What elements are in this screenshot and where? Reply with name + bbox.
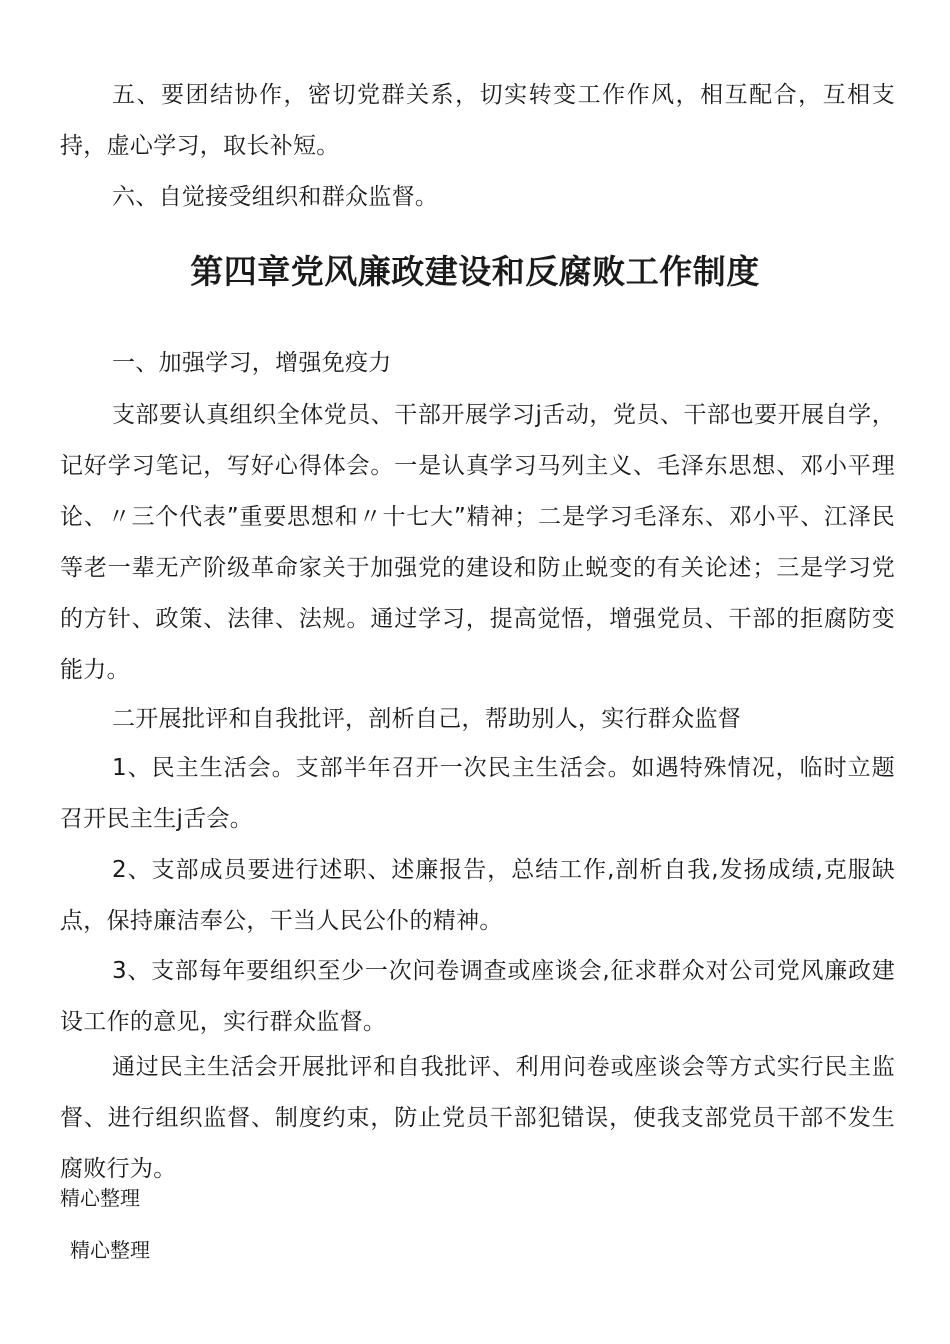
- list-item-1: 1、民主生活会。支部半年召开一次民主生活会。如遇特殊情况，临时立题召开民主生j舌会。: [60, 755, 895, 832]
- section-1-body: 支部要认真组织全体党员、干部开展学习j舌动，党员、干部也要开展自学，记好学习笔记，写好心得体会。一是认真学习马列主义、毛泽东思想、邓小平理论、〃三个代表”重要思想和〃十七大”精神；二是学习毛泽东、邓小平、江泽民等老一辈无产阶级革命家关于加强党的建设和防止蜕变的有关论述；三是学习党的方针、政策、法律、法规。通过学习，提高觉悟，增强党员、干部的拒腐防变能力。: [60, 402, 895, 683]
- closing-paragraph: 通过民主生活会开展批评和自我批评、利用问卷或座谈会等方式实行民主监督、进行组织监督、制度约束，防止党员干部犯错误，使我支部党员干部不发生腐败行为。: [60, 1054, 895, 1182]
- section-2-title: 二开展批评和自我批评，剖析自己，帮助别人，实行群众监督: [112, 706, 742, 732]
- paragraph-item-6: 六、自觉接受组织和群众监督。: [112, 184, 439, 210]
- paragraph-item-5: 五、要团结协作，密切党群关系，切实转变工作作风，相互配合，互相支持，虚心学习，取长补短。: [60, 82, 895, 159]
- list-item-2: 2、支部成员要进行述职、述廉报告，总结工作,剖析自我,发扬成绩,克服缺点，保持廉洁奉公，干当人民公仆的精神。: [60, 857, 895, 934]
- footer-text: 精心整理: [60, 1186, 140, 1210]
- list-item-3: 3、支部每年要组织至少一次问卷调查或座谈会,征求群众对公司党风廉政建设工作的意见，实行群众监督。: [60, 958, 895, 1035]
- chapter-title: 第四章党风廉政建设和反腐败工作制度: [190, 252, 760, 291]
- footer-text-repeat: 精心整理: [70, 1238, 150, 1262]
- section-1-title: 一、加强学习，增强免疫力: [112, 350, 392, 376]
